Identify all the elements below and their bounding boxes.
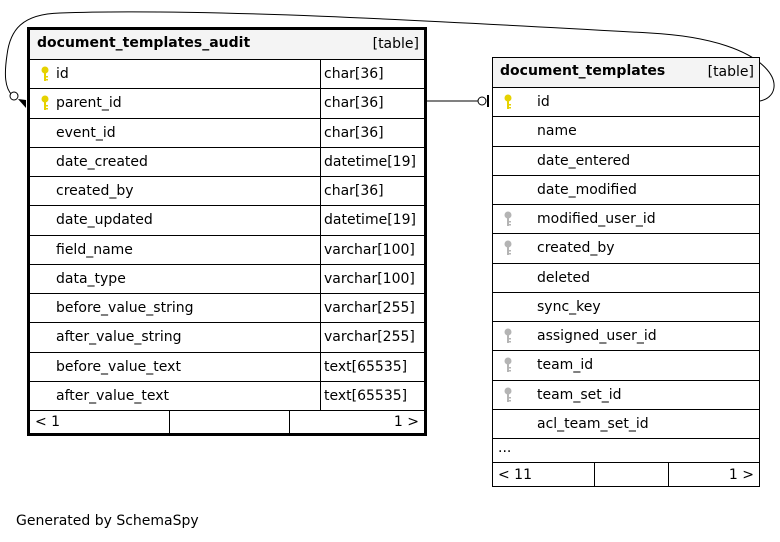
column-row[interactable]: [493, 234, 759, 263]
primary-key-icon: [503, 94, 513, 110]
table-document-templates[interactable]: [492, 57, 760, 487]
column-type: datetime[19]: [324, 212, 416, 229]
table-document-templates-audit[interactable]: [27, 27, 427, 436]
column-name: team_id: [537, 357, 594, 374]
column-row[interactable]: [493, 351, 759, 380]
column-type: char[36]: [324, 66, 384, 82]
column-name: before_value_text: [56, 358, 181, 375]
column-name: after_value_string: [56, 329, 182, 346]
column-name: before_value_string: [56, 300, 194, 316]
column-name: deleted: [537, 269, 590, 286]
column-row[interactable]: [493, 264, 759, 293]
column-row[interactable]: [493, 381, 759, 410]
foreign-key-icon: [503, 240, 513, 256]
table-footer: [493, 463, 759, 487]
primary-key-icon: [40, 95, 50, 111]
column-type: text[65535]: [324, 358, 408, 375]
column-name: date_updated: [56, 212, 153, 229]
column-name: assigned_user_id: [537, 328, 657, 344]
column-row[interactable]: [30, 177, 424, 206]
column-row[interactable]: [493, 176, 759, 205]
column-type: varchar[100]: [324, 270, 415, 287]
column-row[interactable]: [30, 353, 424, 382]
column-row[interactable]: [493, 293, 759, 322]
column-row[interactable]: [493, 322, 759, 351]
foreign-key-icon: [503, 211, 513, 227]
primary-key-icon: [40, 66, 50, 82]
column-row[interactable]: [493, 410, 759, 439]
column-row[interactable]: [493, 88, 759, 117]
column-name: event_id: [56, 124, 116, 141]
footer-next[interactable]: 1 >: [728, 467, 754, 483]
column-type: varchar[100]: [324, 241, 415, 258]
column-name: date_modified: [537, 181, 637, 198]
column-name: acl_team_set_id: [537, 415, 649, 432]
column-type: char[36]: [324, 183, 384, 199]
caption: Generated by SchemaSpy: [16, 513, 199, 529]
column-row[interactable]: [30, 382, 424, 411]
column-row[interactable]: [493, 117, 759, 146]
column-name: date_entered: [537, 152, 631, 169]
footer-prev[interactable]: < 11: [498, 467, 532, 483]
column-row[interactable]: [493, 147, 759, 176]
column-row[interactable]: [493, 205, 759, 234]
column-row[interactable]: [30, 294, 424, 323]
footer-next[interactable]: 1 >: [393, 414, 419, 430]
column-name: date_created: [56, 153, 148, 170]
column-name: modified_user_id: [537, 211, 656, 227]
column-name: sync_key: [537, 298, 601, 315]
column-name: data_type: [56, 270, 126, 287]
column-name: field_name: [56, 241, 133, 258]
column-type: text[65535]: [324, 387, 408, 404]
table-name: document_templates: [500, 63, 666, 79]
column-name: created_by: [56, 183, 134, 199]
column-row[interactable]: [30, 206, 424, 235]
column-name: parent_id: [56, 95, 122, 112]
table-header: [30, 30, 424, 60]
foreign-key-icon: [503, 357, 513, 373]
column-name: id: [56, 66, 69, 82]
column-type: datetime[19]: [324, 153, 416, 170]
column-name: team_set_id: [537, 386, 622, 403]
foreign-key-icon: [503, 328, 513, 344]
column-type: char[36]: [324, 124, 384, 141]
table-header: [493, 58, 759, 88]
column-row[interactable]: [30, 323, 424, 352]
table-kind: [table]: [707, 64, 754, 80]
column-type: char[36]: [324, 95, 384, 112]
foreign-key-icon: [503, 387, 513, 403]
column-row[interactable]: [30, 236, 424, 265]
column-name: created_by: [537, 240, 615, 257]
column-name: name: [537, 123, 577, 140]
column-row[interactable]: [30, 60, 424, 89]
column-row[interactable]: [30, 148, 424, 177]
more-columns: ...: [493, 438, 759, 463]
footer-prev[interactable]: < 1: [35, 414, 61, 430]
column-name: id: [537, 94, 550, 110]
column-row[interactable]: [30, 119, 424, 148]
column-name: after_value_text: [56, 387, 169, 404]
table-name: document_templates_audit: [37, 35, 251, 51]
column-type: varchar[255]: [324, 329, 415, 346]
column-type: varchar[255]: [324, 300, 415, 316]
table-footer: [30, 410, 424, 436]
column-row[interactable]: [30, 265, 424, 294]
table-kind: [table]: [372, 36, 419, 52]
column-row[interactable]: [30, 89, 424, 118]
